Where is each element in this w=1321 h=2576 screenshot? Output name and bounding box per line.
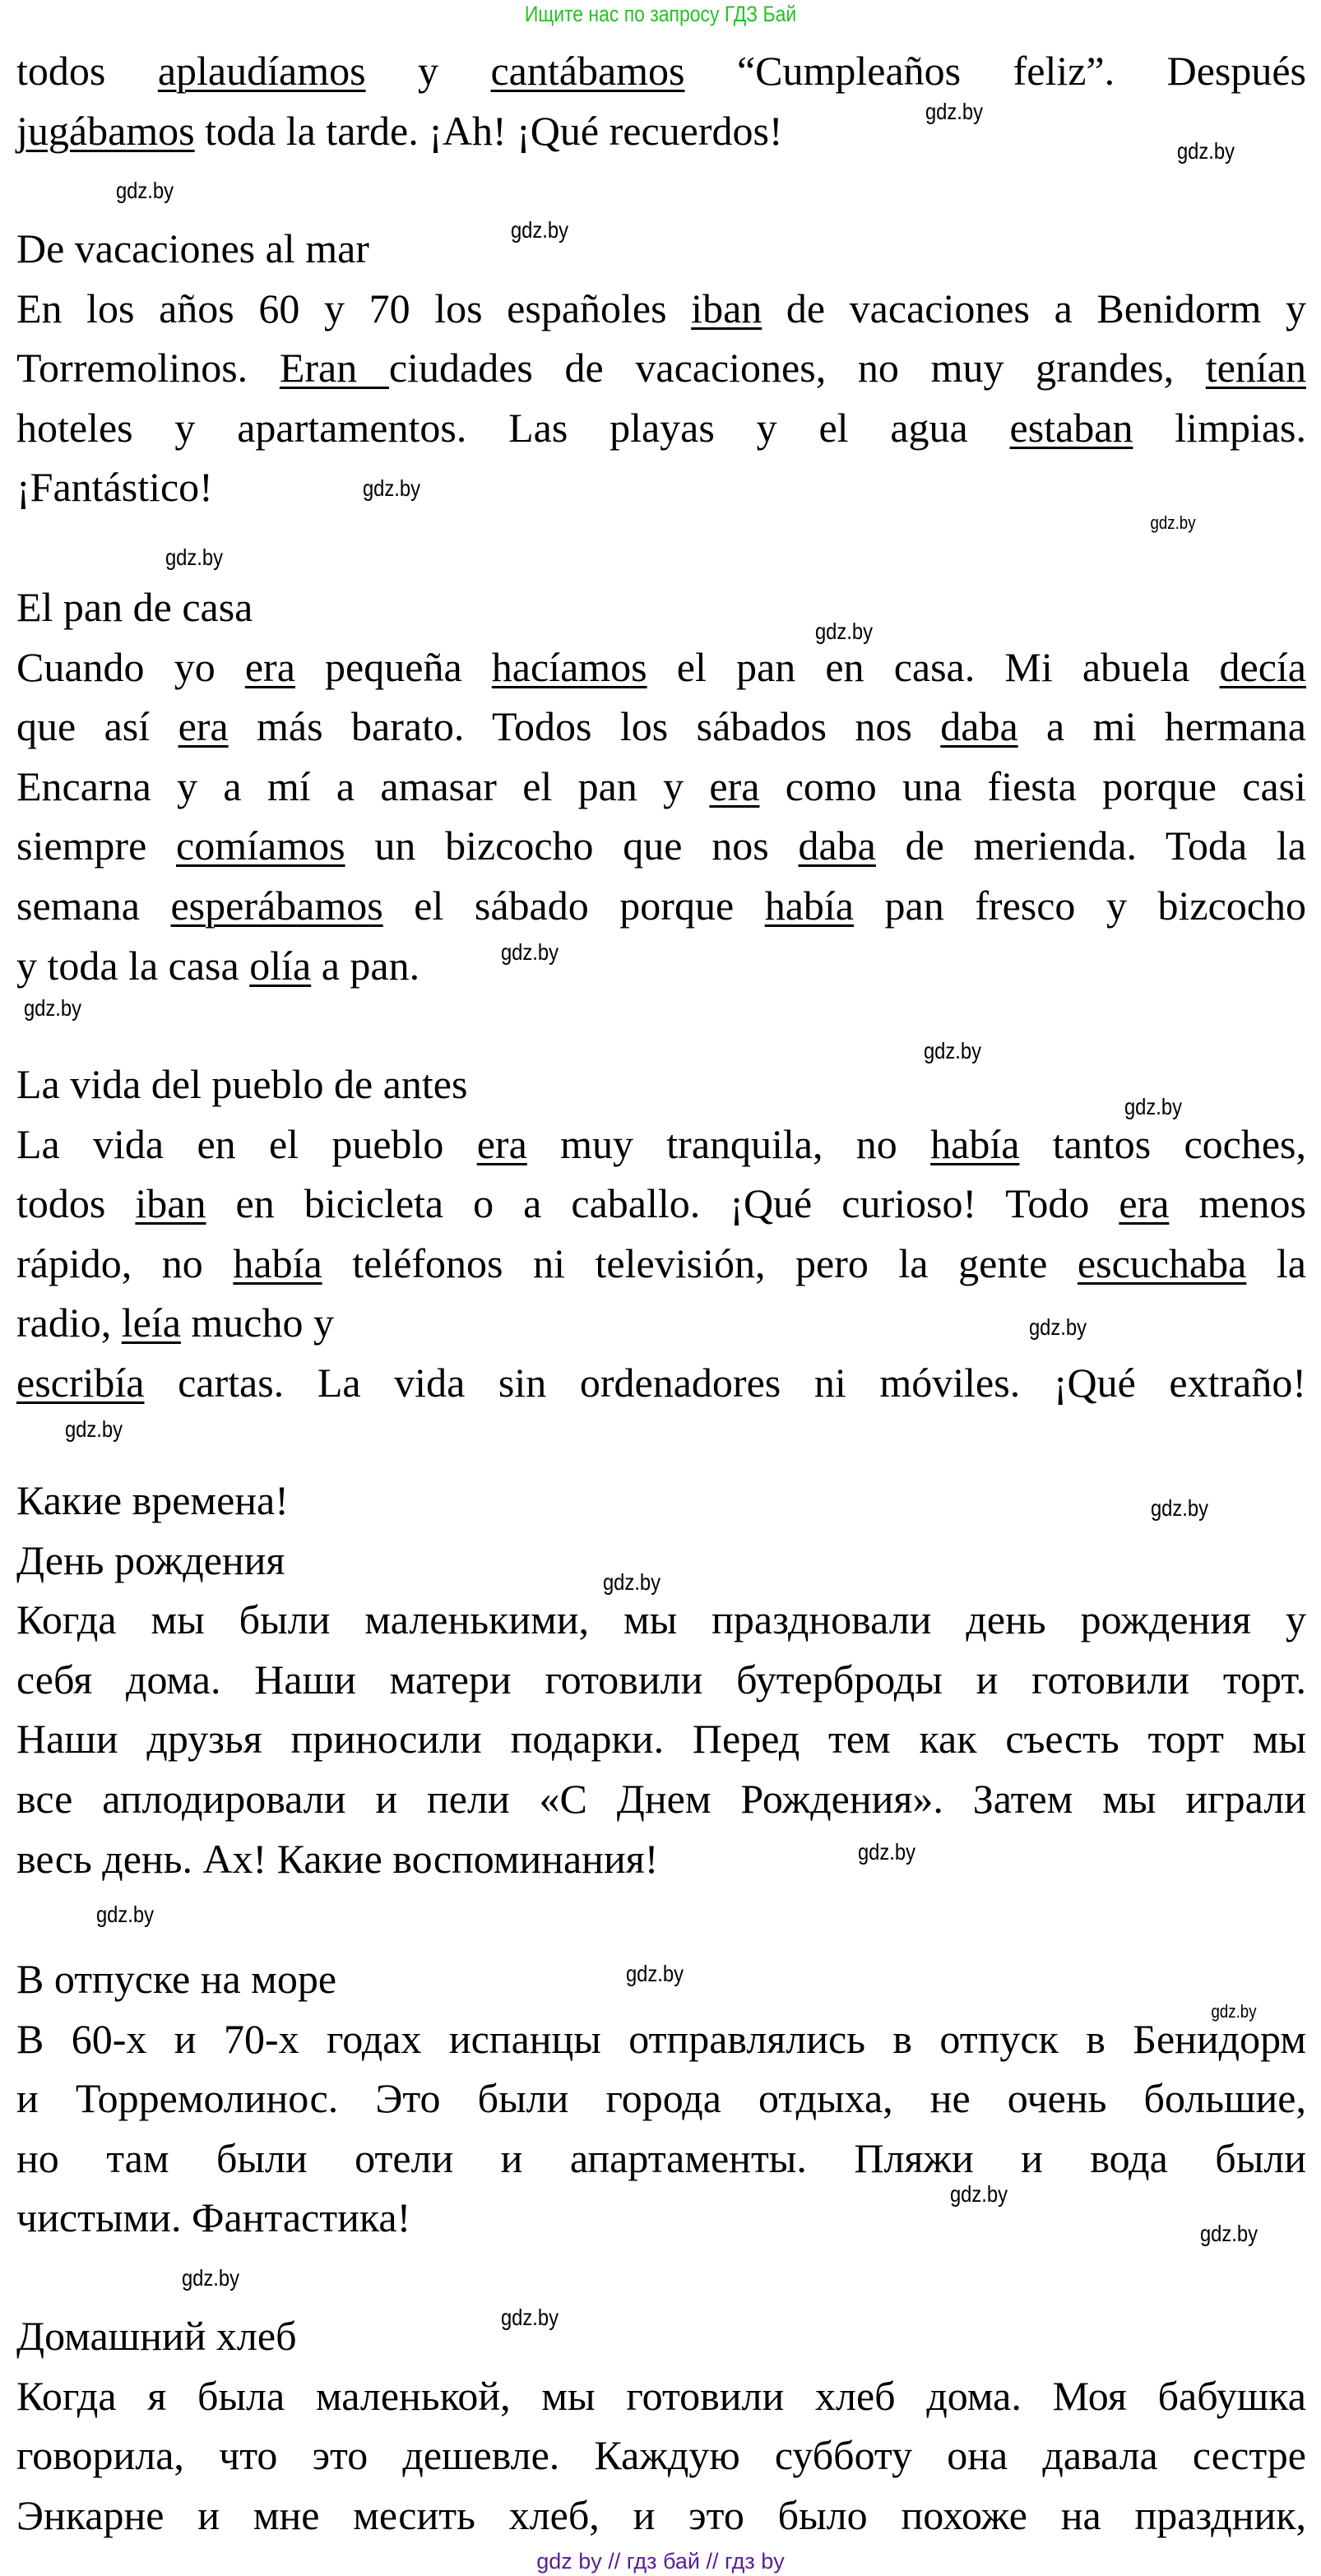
text-block xyxy=(16,1054,1306,1413)
text-line xyxy=(16,1353,1306,1413)
underlined-verb: era xyxy=(244,643,295,690)
text-segment: y toda la casa xyxy=(16,942,250,989)
text-line xyxy=(16,1054,1306,1114)
text-segment: Torremolinos. xyxy=(16,345,280,391)
text-line xyxy=(16,2188,1306,2248)
text-segment: a pan. xyxy=(311,942,420,989)
text-line xyxy=(16,876,1306,936)
watermark: gdz.by xyxy=(181,2265,240,2291)
text-line xyxy=(16,1471,1306,1531)
text-line xyxy=(16,1293,1306,1353)
text-segment: el pan en casa. Mi abuela xyxy=(647,643,1220,690)
text-line xyxy=(16,2366,1306,2426)
text-segment: La vida en el pueblo xyxy=(16,1120,477,1167)
text-segment: Когда мы были маленькими, мы праздновали день рождения у xyxy=(16,1596,1306,1643)
text-segment: но там были отели и апартаменты. Пляжи и вода были xyxy=(16,2134,1306,2181)
text-segment: Наши друзья приносили подарки. Перед тем как съесть торт мы xyxy=(16,1716,1306,1763)
underlined-verb: iban xyxy=(691,285,762,331)
underlined-verb: era xyxy=(476,1120,527,1167)
text-segment: como una fiesta porque casi xyxy=(759,762,1306,809)
text-line xyxy=(16,637,1306,697)
text-line xyxy=(16,1531,1306,1591)
text-segment: весь день. Ах! Какие воспоминания! xyxy=(16,1835,659,1882)
text-line xyxy=(16,398,1306,458)
underlined-verb: iban xyxy=(135,1180,206,1227)
text-segment: hoteles y apartamentos. Las playas y el agua xyxy=(16,404,1010,451)
text-block xyxy=(16,577,1306,995)
text-segment: más barato. Todos los sábados nos xyxy=(228,703,941,750)
text-block xyxy=(16,1949,1306,2248)
text-line xyxy=(16,2009,1306,2069)
text-segment: De vacaciones al mar xyxy=(16,225,369,271)
text-block xyxy=(16,2306,1306,2545)
text-segment: limpias. xyxy=(1133,404,1307,451)
text-line xyxy=(16,2306,1306,2366)
watermark: gdz.by xyxy=(625,1961,684,1986)
watermark: gdz.by xyxy=(500,939,559,965)
underlined-verb: aplaudíamos xyxy=(157,48,366,94)
underlined-verb: esperábamos xyxy=(170,882,383,929)
header-banner[interactable]: Ищите нас по запросу ГДЗ Бай xyxy=(524,2,797,26)
text-line xyxy=(16,338,1306,398)
text-segment: Cuando yo xyxy=(16,643,245,690)
text-segment: el sábado porque xyxy=(382,882,765,929)
text-segment: pequeña xyxy=(294,643,492,690)
text-segment: ¡Fantástico! xyxy=(16,464,213,511)
underlined-verb: escuchaba xyxy=(1077,1239,1247,1286)
text-segment: y xyxy=(365,48,491,94)
watermark: gdz.by xyxy=(64,1416,123,1442)
underlined-verb: comíamos xyxy=(176,822,345,869)
text-block xyxy=(16,1471,1306,1888)
text-segment: “Cumpleaños feliz”. Después xyxy=(684,48,1306,94)
text-segment: menos xyxy=(1169,1180,1306,1227)
text-segment: В отпуске на море xyxy=(16,1956,337,2002)
text-segment: de vacaciones a Benidorm y xyxy=(762,285,1306,331)
text-line xyxy=(16,1829,1306,1889)
text-segment: de merienda. Toda la xyxy=(875,822,1306,869)
watermark: gdz.by xyxy=(165,544,224,570)
text-segment: en bicicleta o a caballo. ¡Qué curioso! Todo xyxy=(206,1180,1119,1227)
text-segment: siempre xyxy=(16,822,177,869)
text-line xyxy=(16,457,1306,517)
text-segment: teléfonos ni televisión, pero la gente xyxy=(322,1239,1078,1286)
watermark: gdz.by xyxy=(115,178,174,203)
text-segment: В 60-х и 70-х годах испанцы отправлялись в отпуск в Бенидорм xyxy=(16,2015,1306,2062)
watermark: gdz.by xyxy=(949,2181,1008,2207)
text-segment: El pan de casa xyxy=(16,584,253,630)
text-segment: En los años 60 y 70 los españoles xyxy=(16,285,692,331)
underlined-verb: leía xyxy=(121,1300,181,1346)
underlined-verb: cantábamos xyxy=(490,48,685,94)
underlined-verb: había xyxy=(764,882,854,929)
text-segment: toda la tarde. ¡Ah! ¡Qué recuerdos! xyxy=(194,107,783,154)
text-line xyxy=(16,101,1306,161)
text-segment: и Торремолинос. Это были города отдыха, не очень большие, xyxy=(16,2075,1306,2122)
text-line xyxy=(16,577,1306,637)
text-segment: День рождения xyxy=(16,1536,285,1583)
text-line xyxy=(16,1769,1306,1829)
watermark: gdz.by xyxy=(857,1839,916,1865)
text-line xyxy=(16,816,1306,876)
text-segment: un bizcocho que nos xyxy=(345,822,799,869)
text-segment: Encarna y a mí a amasar el pan y xyxy=(16,762,710,809)
text-segment: semana xyxy=(16,882,171,929)
watermark: gdz.by xyxy=(923,1038,982,1063)
underlined-verb: Eran xyxy=(279,345,389,391)
underlined-verb: olía xyxy=(249,942,312,989)
watermark: gdz.by xyxy=(1176,138,1235,164)
text-segment: pan fresco y bizcocho xyxy=(853,882,1306,929)
underlined-verb: escribía xyxy=(16,1359,145,1406)
watermark: gdz.by xyxy=(1199,2221,1258,2246)
text-segment: Когда я была маленькой, мы готовили хлеб дома. Моя бабушка xyxy=(16,2372,1306,2419)
watermark: gdz.by xyxy=(814,619,874,644)
text-segment: que así xyxy=(16,703,178,750)
text-line xyxy=(16,1650,1306,1710)
text-line xyxy=(16,279,1306,339)
text-line xyxy=(16,757,1306,817)
underlined-verb: era xyxy=(709,762,760,809)
text-line xyxy=(16,697,1306,757)
underlined-verb: era xyxy=(178,703,229,750)
text-segment: radio, xyxy=(16,1300,122,1346)
text-segment: todos xyxy=(16,1180,136,1227)
text-line xyxy=(16,1590,1306,1650)
text-block xyxy=(16,41,1306,160)
watermark: gdz.by xyxy=(1150,512,1196,533)
underlined-verb: decía xyxy=(1219,643,1306,690)
watermark: gdz.by xyxy=(510,217,569,243)
text-line xyxy=(16,2425,1306,2486)
text-line xyxy=(16,2486,1306,2546)
text-segment: чистыми. Фантастика! xyxy=(16,2194,411,2241)
text-segment: tantos coches, xyxy=(1019,1120,1306,1167)
text-segment: rápido, no xyxy=(16,1239,234,1286)
underlined-verb: estaban xyxy=(1009,404,1133,451)
underlined-verb: había xyxy=(233,1239,322,1286)
text-segment: todos xyxy=(16,48,158,94)
watermark: gdz.by xyxy=(95,1902,155,1927)
watermark: gdz.by xyxy=(925,99,984,124)
underlined-verb: jugábamos xyxy=(16,107,195,154)
underlined-verb: daba xyxy=(940,703,1018,750)
text-line xyxy=(16,1114,1306,1174)
watermark: gdz.by xyxy=(1124,1094,1183,1119)
watermark: gdz.by xyxy=(602,1569,661,1595)
watermark: gdz.by xyxy=(23,995,82,1021)
text-line xyxy=(16,1709,1306,1769)
watermark: gdz.by xyxy=(362,475,421,501)
text-line xyxy=(16,41,1306,101)
text-line xyxy=(16,1234,1306,1294)
text-segment: все аплодировали и пели «С Днем Рождения». Затем мы играли xyxy=(16,1775,1306,1822)
watermark: gdz.by xyxy=(1150,1495,1209,1521)
text-segment: la xyxy=(1246,1239,1306,1286)
underlined-verb: había xyxy=(930,1120,1020,1167)
text-segment: Какие времена! xyxy=(16,1477,289,1523)
text-segment: cartas. La vida sin ordenadores ni móviles. ¡Qué extraño! xyxy=(144,1359,1306,1406)
text-line xyxy=(16,2069,1306,2129)
text-segment: Домашний хлеб xyxy=(16,2313,297,2359)
watermark: gdz.by xyxy=(1028,1314,1087,1340)
text-segment: mucho y xyxy=(180,1300,334,1346)
footer-banner[interactable]: gdz by // гдз бай // гдз by xyxy=(536,2549,785,2574)
underlined-verb: daba xyxy=(798,822,876,869)
underlined-verb: tenían xyxy=(1205,345,1306,391)
text-line xyxy=(16,936,1306,996)
watermark: gdz.by xyxy=(500,2305,559,2330)
underlined-verb: hacíamos xyxy=(491,643,647,690)
text-segment: ciudades de vacaciones, no muy grandes, xyxy=(388,345,1206,391)
text-line xyxy=(16,1174,1306,1234)
text-segment: Энкарне и мне месить хлеб, и это было похоже на праздник, xyxy=(16,2491,1306,2538)
text-segment: muy tranquila, no xyxy=(526,1120,931,1167)
text-line xyxy=(16,2129,1306,2189)
watermark: gdz.by xyxy=(1211,2001,1257,2022)
text-block xyxy=(16,219,1306,517)
underlined-verb: era xyxy=(1119,1180,1170,1227)
text-segment: a mi hermana xyxy=(1017,703,1306,750)
text-segment: говорила, что это дешевле. Каждую субботу она давала сестре xyxy=(16,2432,1306,2479)
text-line xyxy=(16,219,1306,279)
text-segment: себя дома. Наши матери готовили бутерброды и готовили торт. xyxy=(16,1656,1306,1703)
text-segment: La vida del pueblo de antes xyxy=(16,1061,468,1107)
